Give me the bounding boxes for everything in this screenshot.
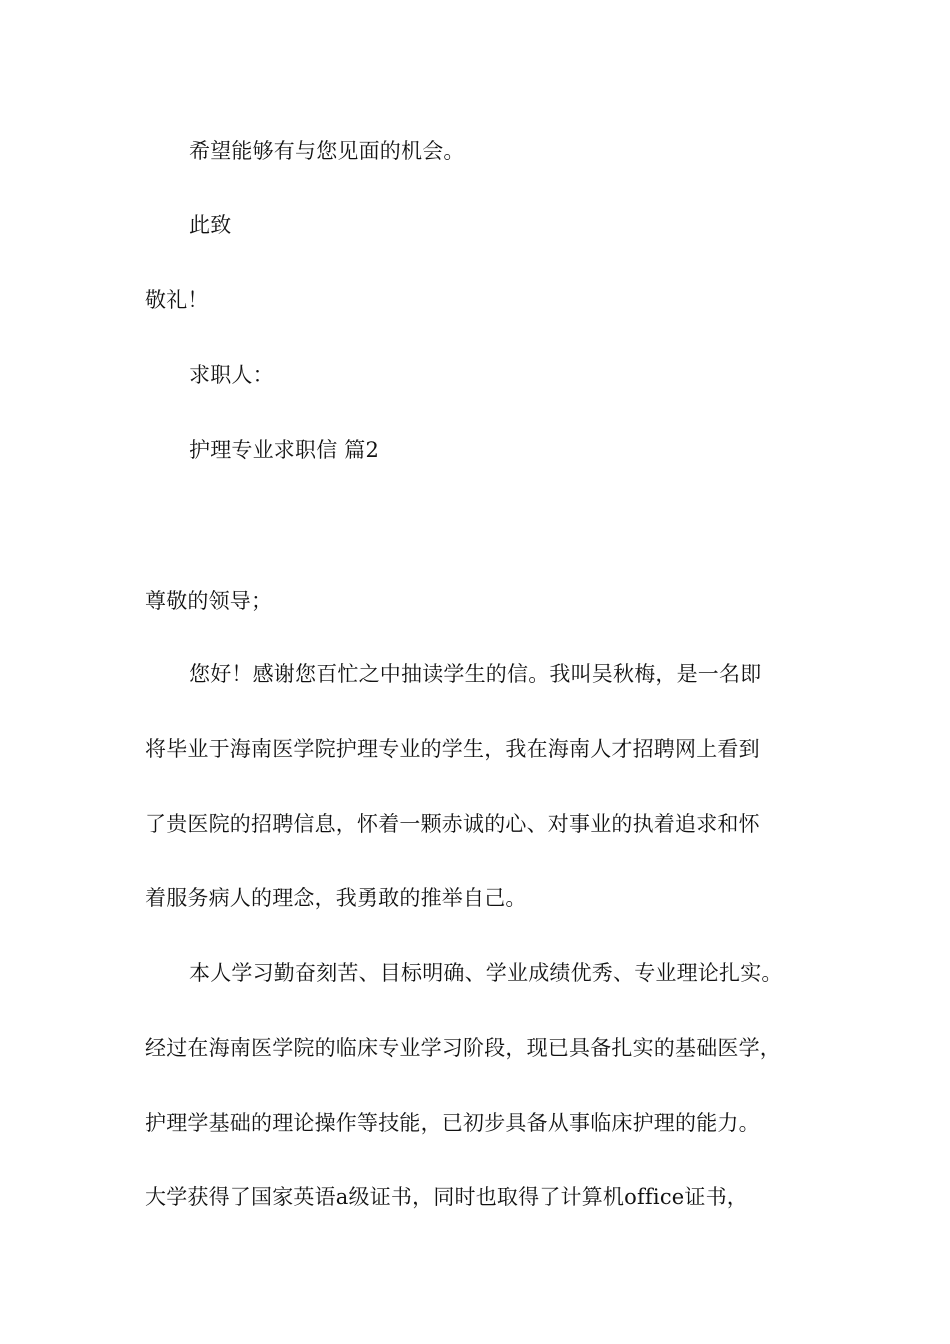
body-paragraph-line: 护理学基础的理论操作等技能，已初步具备从事临床护理的能力。: [145, 1111, 760, 1135]
section-heading: 护理专业求职信 篇2: [189, 438, 380, 462]
body-paragraph-line: 您好！感谢您百忙之中抽读学生的信。我叫吴秋梅，是一名即: [189, 662, 762, 686]
body-paragraph-line: 本人学习勤奋刻苦、目标明确、学业成绩优秀、专业理论扎实。: [189, 961, 783, 985]
greeting-line: 尊敬的领导；: [145, 589, 273, 613]
closing-hope-line: 希望能够有与您见面的机会。: [189, 139, 465, 163]
closing-salutation: 此致: [189, 213, 232, 237]
body-paragraph-line: 经过在海南医学院的临床专业学习阶段，现已具备扎实的基础医学，: [145, 1036, 781, 1060]
body-paragraph-line: 了贵医院的招聘信息，怀着一颗赤诚的心、对事业的执着追求和怀: [145, 812, 760, 836]
applicant-signature-label: 求职人：: [189, 363, 274, 387]
closing-regards: 敬礼！: [145, 288, 209, 312]
body-paragraph-line: 将毕业于海南医学院护理专业的学生，我在海南人才招聘网上看到: [145, 737, 760, 761]
body-paragraph-line: 着服务病人的理念，我勇敢的推举自己。: [145, 886, 527, 910]
body-paragraph-line: 大学获得了国家英语a级证书，同时也取得了计算机office证书，: [145, 1185, 749, 1209]
